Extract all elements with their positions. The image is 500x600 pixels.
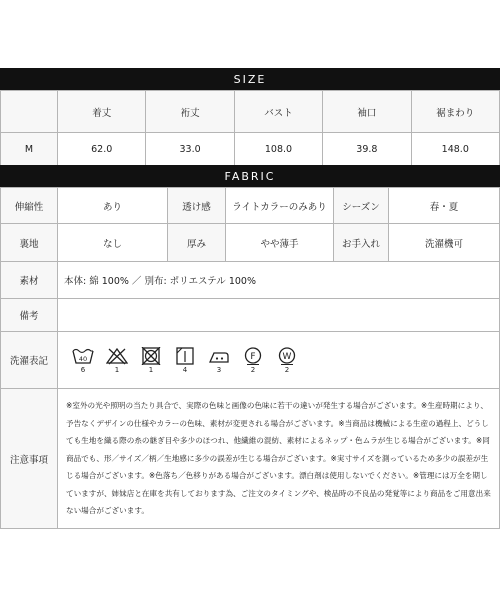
iron-medium-icon	[208, 347, 230, 365]
care-item-bleach	[106, 347, 128, 374]
size-header-cell: 着丈	[58, 91, 146, 133]
sheerness-value: ライトカラーのみあり	[226, 188, 334, 224]
wetclean-letter: W	[282, 351, 292, 362]
wash-temp-text: 40	[78, 354, 88, 363]
fabric-details-table	[0, 261, 500, 529]
size-header-cell: バスト	[234, 91, 322, 133]
line-dry-shade-icon	[174, 347, 196, 365]
care-item-line-dry	[174, 347, 196, 374]
care-row	[1, 332, 500, 389]
stretch-label: 伸縮性	[1, 188, 58, 224]
material-value: 本体: 綿 100% ／ 別布: ポリエステル 100%	[58, 262, 500, 299]
thickness-label: 厚み	[168, 224, 226, 262]
care-item-dryclean	[242, 347, 264, 374]
size-value: 62.0	[58, 133, 146, 166]
size-value: 148.0	[411, 133, 499, 166]
size-row	[1, 133, 500, 166]
wetclean-w-icon	[276, 347, 298, 365]
care-item-wetclean	[276, 347, 298, 374]
size-value: 33.0	[146, 133, 234, 166]
care-label: 洗濯表記	[1, 332, 58, 389]
size-header-row	[1, 91, 500, 133]
notes-row	[1, 389, 500, 529]
care-item-wash	[72, 347, 94, 374]
care-number: 3	[216, 365, 222, 374]
lining-label: 裏地	[1, 224, 58, 262]
material-label: 素材	[1, 262, 58, 299]
care-number: 6	[80, 365, 86, 374]
sheerness-label: 透け感	[168, 188, 226, 224]
notes-label: 注意事項	[1, 389, 58, 529]
remarks-label: 備考	[1, 299, 58, 332]
care-number: 2	[250, 365, 256, 374]
care-number: 1	[148, 365, 154, 374]
remarks-row	[1, 299, 500, 332]
fabric-row	[1, 224, 500, 262]
size-header-cell: 裄丈	[146, 91, 234, 133]
size-section-title	[0, 68, 500, 90]
fabric-row	[1, 188, 500, 224]
care-number: 4	[182, 365, 188, 374]
dryclean-f-icon	[242, 347, 264, 365]
size-title-text: SIZE	[233, 72, 267, 86]
season-value: 春・夏	[389, 188, 500, 224]
care-method-label: お手入れ	[334, 224, 389, 262]
stretch-value: あり	[58, 188, 168, 224]
care-item-iron	[208, 347, 230, 374]
season-label: シーズン	[334, 188, 389, 224]
care-method-value: 洗濯機可	[389, 224, 500, 262]
remarks-value	[58, 299, 500, 332]
care-number: 2	[284, 365, 290, 374]
fabric-title-text: FABRIC	[224, 169, 276, 183]
fabric-attributes-table	[0, 187, 500, 262]
care-cell	[58, 332, 500, 389]
size-header-cell	[1, 91, 58, 133]
material-row	[1, 262, 500, 299]
size-header-cell: 裾まわり	[411, 91, 499, 133]
wash-40-icon	[72, 347, 94, 365]
size-table	[0, 90, 500, 166]
size-label: M	[1, 133, 58, 166]
no-bleach-icon	[106, 347, 128, 365]
fabric-section-title	[0, 165, 500, 187]
care-item-tumble	[140, 347, 162, 374]
dryclean-letter: F	[250, 351, 256, 362]
size-header-cell: 袖口	[323, 91, 411, 133]
care-icons	[64, 347, 499, 374]
no-tumble-dry-icon	[140, 347, 162, 365]
notes-cell	[58, 389, 500, 529]
size-value: 39.8	[323, 133, 411, 166]
size-value: 108.0	[234, 133, 322, 166]
lining-value: なし	[58, 224, 168, 262]
notes-text: ※室外の光や照明の当たり具合で、実際の色味と画像の色味に若干の違いが発生する場合がございます。※生産時期により、予告なくデザインの仕様やカラーの色味、素材が変更される場合がございます。※当商品は機械による生産の過程上、どうしても生地を織る際の糸の継ぎ目や多少のほつれ、他繊維の混紡、素材によるネップ・色ムラが生じる場合がございます。※同商品でも、形／サイズ／柄／生地感に多少の誤差が生じる場合がございます。※実寸サイズを測っているため多少の誤差が生じる場合がございます。※色落ち／色移りがある場合がございます。漂白剤は使用しないでください。※管理には万全を期していますが、姉妹店と在庫を共有しております為、ご注文のタイミングや、検品時の不良品の発覚等により商品をご用意出来ない場合がございます。	[66, 401, 491, 516]
thickness-value: やや薄手	[226, 224, 334, 262]
care-number: 1	[114, 365, 120, 374]
